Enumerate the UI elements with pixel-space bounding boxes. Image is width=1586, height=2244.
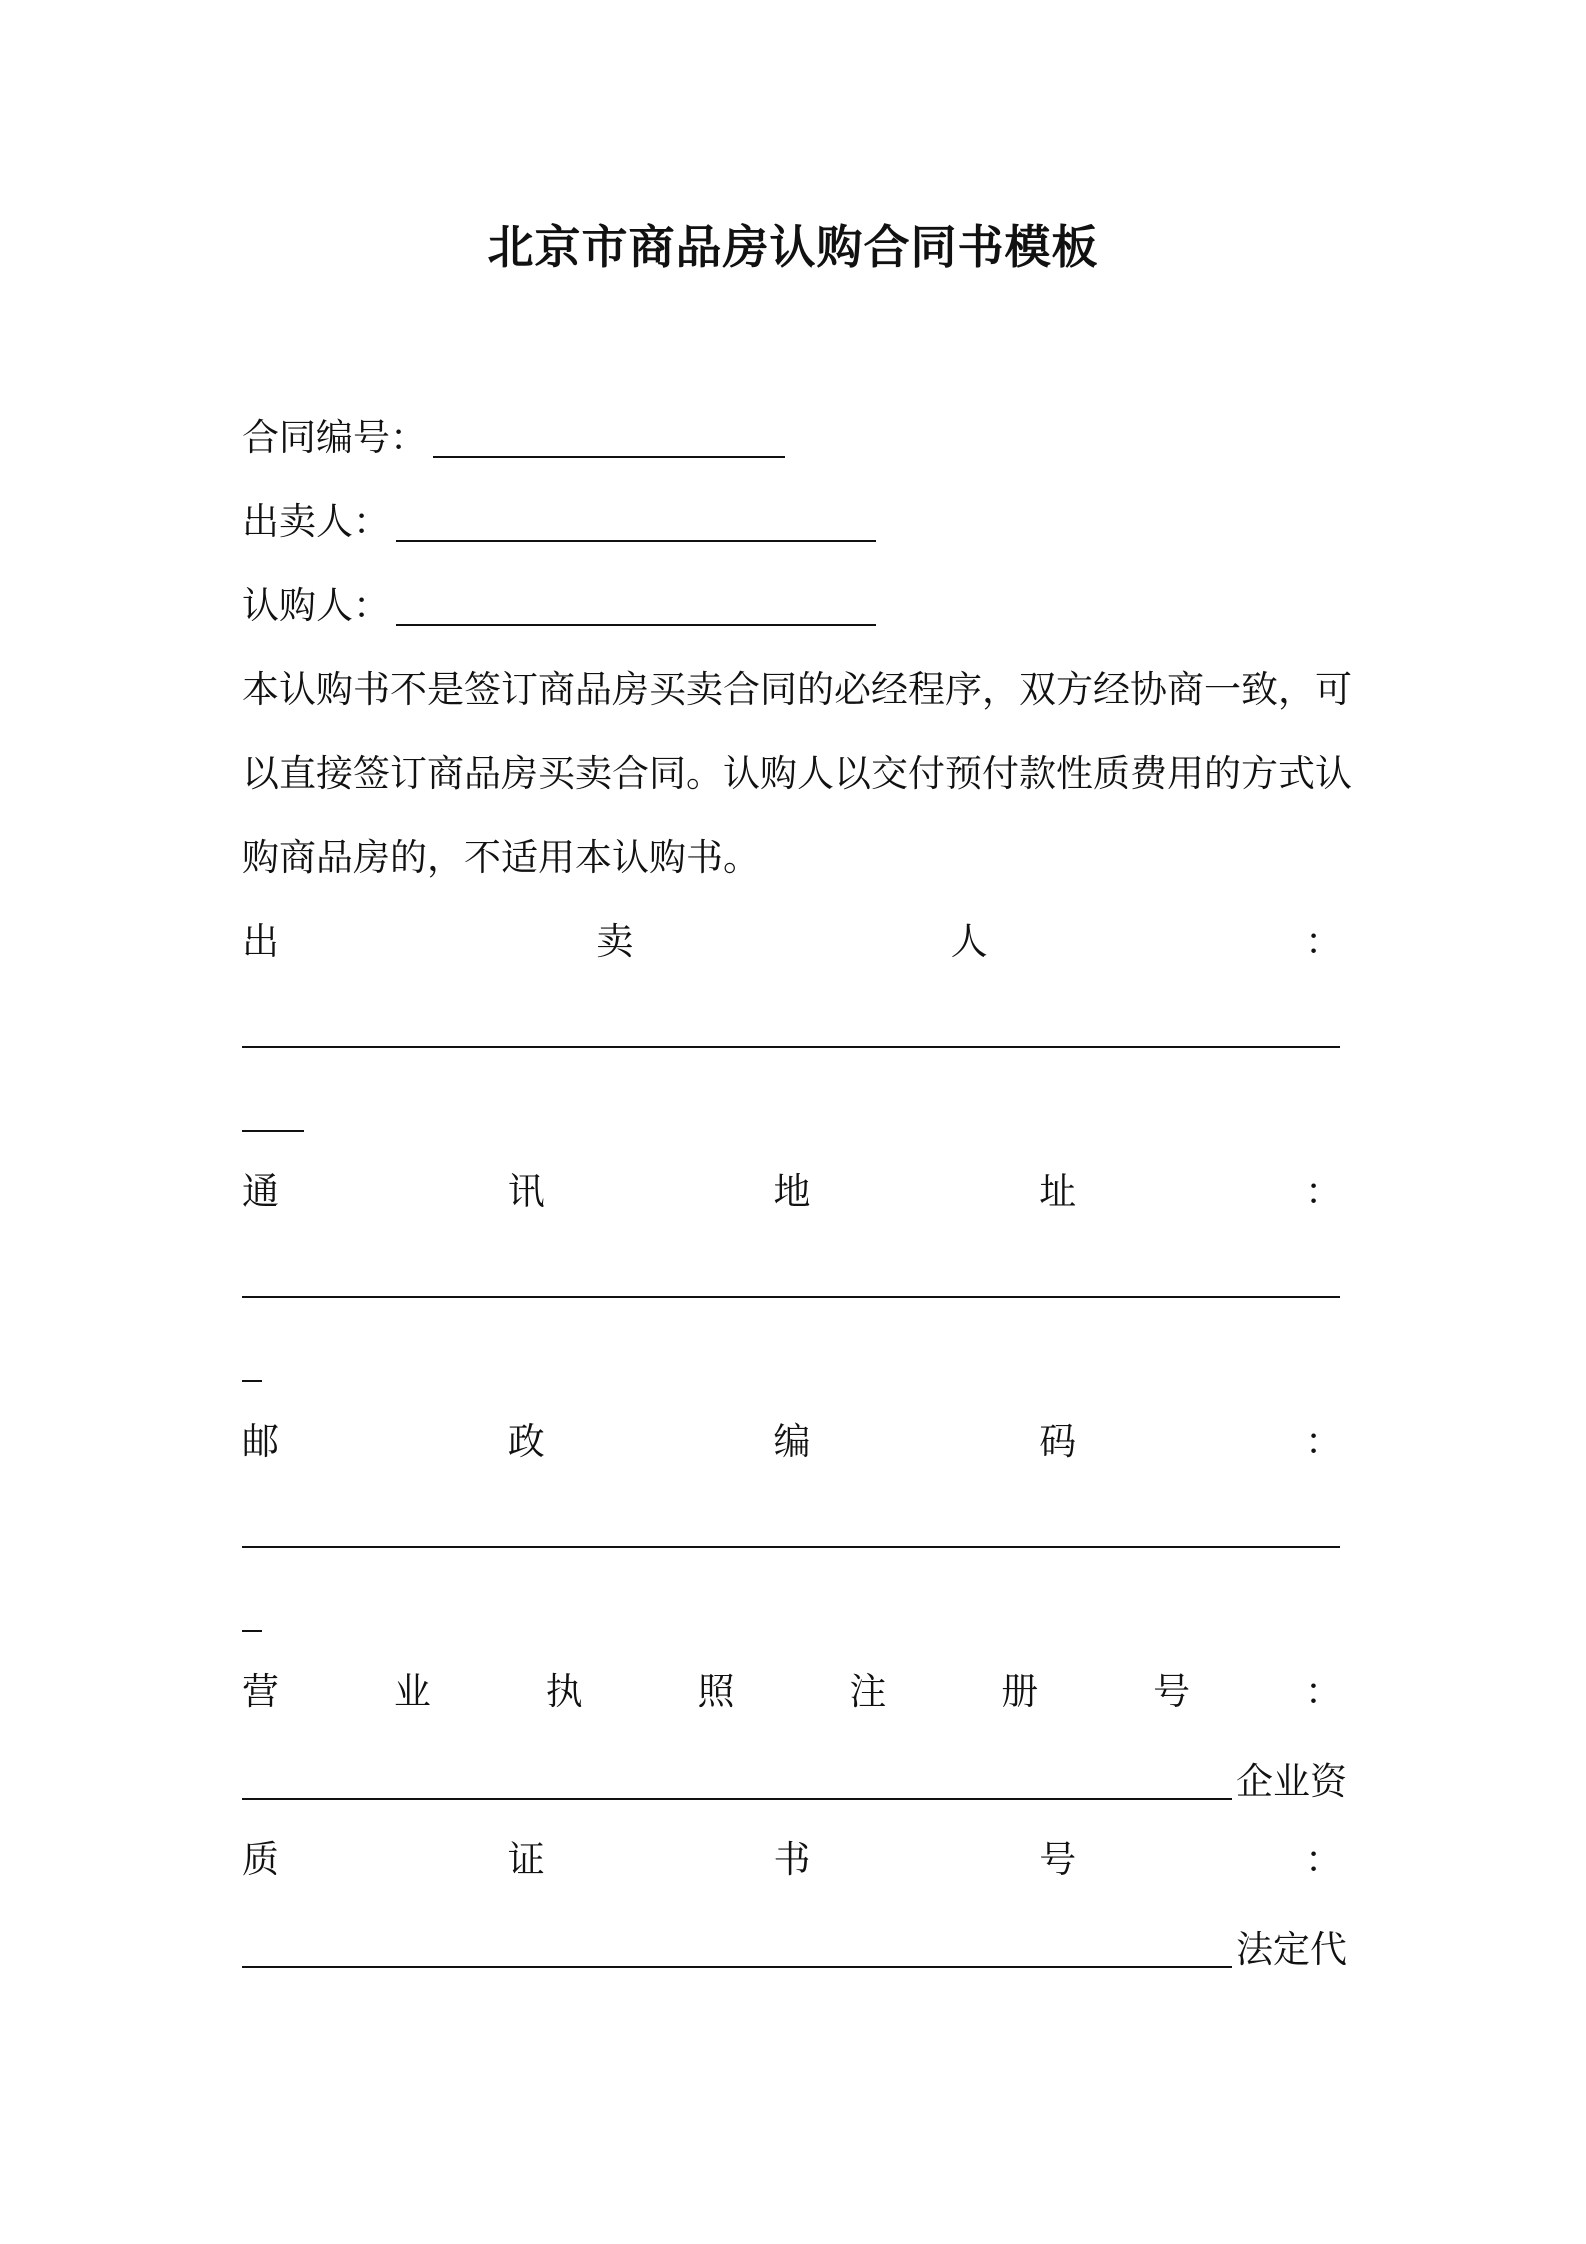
label-char: 册 <box>1001 1670 1039 1713</box>
label-char: 号 <box>1039 1838 1077 1881</box>
intro-line-3: 购商品房的，不适用本认购书。 <box>242 836 760 879</box>
label-char: 业 <box>393 1670 431 1713</box>
label-char: ： <box>1305 1838 1342 1881</box>
buyer-row <box>242 578 1352 634</box>
label-char: 卖 <box>596 920 634 963</box>
label-char: 证 <box>507 1838 545 1881</box>
postcode-blank[interactable] <box>242 1546 1340 1548</box>
postcode-blank-cont[interactable] <box>242 1630 262 1632</box>
label-char: 地 <box>773 1170 811 1213</box>
contract-number-row <box>242 410 1352 466</box>
label-char: 执 <box>545 1670 583 1713</box>
contract-number-label: 合同编号： <box>242 416 427 459</box>
license-blank[interactable] <box>242 1798 1232 1800</box>
intro-line-1: 本认购书不是签订商品房买卖合同的必经程序，双方经协商一致，可 <box>242 668 1352 711</box>
seller-name-blank[interactable] <box>242 1046 1340 1048</box>
document-title: 北京市商品房认购合同书模板 <box>487 220 1099 274</box>
intro-line-2: 以直接签订商品房买卖合同。认购人以交付预付款性质费用的方式认 <box>242 752 1352 795</box>
address-blank[interactable] <box>242 1296 1340 1298</box>
contract-number-blank[interactable] <box>433 456 785 458</box>
seller-label: 出卖人： <box>242 500 390 543</box>
seller-blank[interactable] <box>396 540 876 542</box>
label-char: 书 <box>773 1838 811 1881</box>
label-char: ： <box>1304 920 1342 963</box>
cert-label <box>242 1832 1342 1888</box>
address-label <box>242 1164 1342 1220</box>
label-char: 址 <box>1039 1170 1077 1213</box>
label-char: 人 <box>950 920 988 963</box>
label-char: 号 <box>1153 1670 1191 1713</box>
label-char: 政 <box>507 1420 545 1463</box>
cert-trailing-text: 法定代 <box>1236 1928 1347 1971</box>
label-char: 讯 <box>507 1170 545 1213</box>
label-char: 码 <box>1039 1420 1077 1463</box>
seller-row <box>242 494 1352 550</box>
label-char: 邮 <box>242 1420 279 1463</box>
label-char: 注 <box>849 1670 887 1713</box>
buyer-blank[interactable] <box>396 624 876 626</box>
label-char: 营 <box>242 1670 279 1713</box>
label-char: ： <box>1305 1420 1342 1463</box>
label-char: 质 <box>242 1838 279 1881</box>
label-char: 出 <box>242 920 279 963</box>
buyer-label: 认购人： <box>242 584 390 627</box>
address-blank-cont[interactable] <box>242 1380 262 1382</box>
intro-paragraph <box>242 648 1354 900</box>
label-char: ： <box>1305 1170 1342 1213</box>
label-char: 照 <box>697 1670 735 1713</box>
postcode-label <box>242 1414 1342 1470</box>
label-char: ： <box>1304 1670 1342 1713</box>
license-label <box>242 1664 1342 1720</box>
license-trailing-text: 企业资 <box>1236 1760 1347 1803</box>
label-char: 编 <box>773 1420 811 1463</box>
cert-blank[interactable] <box>242 1966 1232 1968</box>
label-char: 通 <box>242 1170 279 1213</box>
seller-section-label <box>242 914 1342 970</box>
seller-name-blank-cont[interactable] <box>242 1130 304 1132</box>
